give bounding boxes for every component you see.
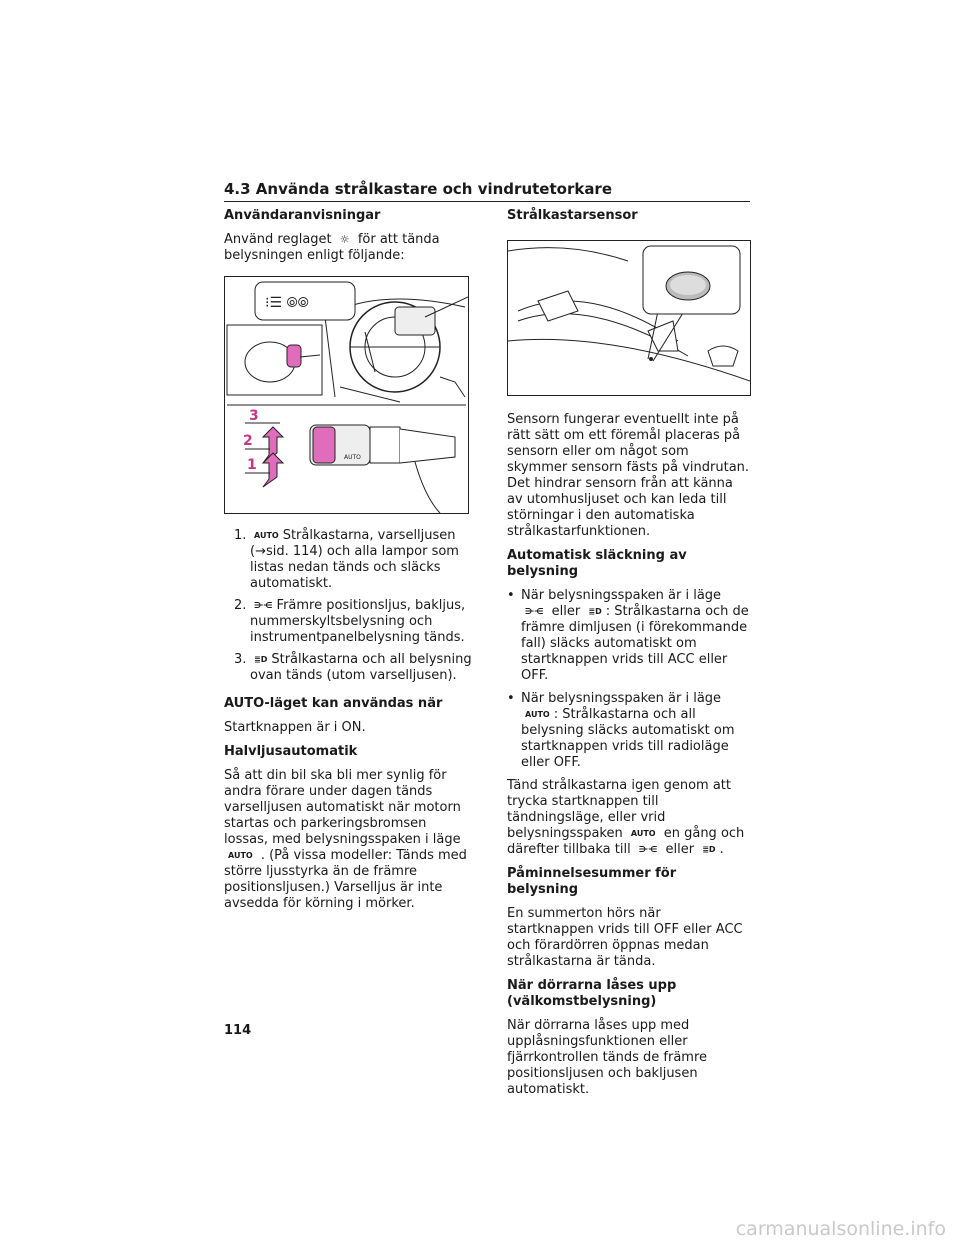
list-item — [507, 588, 751, 684]
welcome-heading: När dörrarna låses upp (välkomstbelysning) — [507, 978, 677, 1009]
item-number: 2. — [234, 598, 247, 613]
sensor-figure — [507, 240, 751, 396]
item-text: Strålkastarna, varselljusen (→sid. 114) och alla lampor som listas nedan tänds och släcks automatiskt. — [250, 528, 459, 591]
label-1: 1 — [247, 457, 257, 473]
auto-mode-heading: AUTO-läget kan användas när — [224, 696, 443, 711]
list-item — [507, 691, 751, 771]
welcome-text: När dörrarna låses upp med upplåsningsfunktionen eller fjärrkontrollen tänds de främre positionsljusen och bakljusen automatiskt. — [507, 1018, 708, 1097]
sensor-text: Sensorn fungerar eventuellt inte på rätt sätt om ett föremål placeras på sensorn eller om något som skymmer sensorn fästs på vindrutan. Det hindrar sensorn från att känna av utomhusljuset och kan leda till störningar i den automatiska strålkastarfunktionen. — [507, 412, 750, 539]
position-light-icon: ⋺⋲ — [525, 606, 544, 616]
bullet1-text-a: När belysningsspaken är i läge — [521, 588, 722, 603]
bullet2-text-b: : Strålkastarna och all belysning släcks automatiskt om startknappen vrids till radioläge eller OFF. — [521, 707, 735, 770]
reminder-heading: Påminnelsesummer för belysning — [507, 866, 677, 897]
auto-icon: AUTO — [228, 850, 253, 860]
intro-text-a: Använd reglaget — [224, 232, 332, 247]
relight-text-a: Tänd strålkastarna igen genom att trycka startknappen till tändningsläge, eller vrid belysningsspaken — [507, 778, 731, 841]
reminder-text: En summerton hörs när startknappen vrids till OFF eller ACC och förardörren öppnas medan strålkastarna är tända. — [507, 906, 743, 969]
intro-paragraph — [224, 232, 474, 264]
relight-text-c: eller — [665, 842, 695, 857]
auto-mode-text: Startknappen är i ON. — [224, 720, 366, 735]
lever-illustration — [225, 277, 468, 513]
switch-auto-label: AUTO — [344, 454, 361, 461]
bullet1-mid: eller — [551, 604, 581, 619]
relight-text-d: . — [719, 842, 724, 857]
svg-text:⁝☰ ⦾⦾: ⁝☰ ⦾⦾ — [265, 295, 309, 311]
relight-paragraph — [507, 778, 751, 858]
item-text: Strålkastarna och all belysning ovan tänds (utom varselljusen). — [250, 652, 472, 683]
section-title: 4.3 Använda strålkastare och vindrutetorkare — [224, 180, 613, 198]
relight-text-b: en gång och därefter tillbaka till — [507, 826, 745, 857]
position-light-icon: ⋺⋲ — [254, 600, 273, 610]
sensor-illustration — [508, 241, 750, 395]
bullet2-text-a: När belysningsspaken är i läge — [521, 691, 722, 706]
list-item — [234, 528, 474, 592]
bullet: • — [507, 588, 515, 603]
list-item — [234, 598, 474, 646]
headlight-icon: ≣D — [702, 844, 716, 854]
mode-list — [224, 528, 474, 684]
bullet: • — [507, 691, 515, 706]
label-2: 2 — [243, 433, 253, 449]
headlight-icon: ≣D — [254, 654, 268, 664]
item-number: 3. — [234, 652, 247, 667]
auto-icon: AUTO — [254, 530, 279, 540]
half-light-heading: Halvljusautomatik — [224, 744, 358, 759]
instructions-heading: Användaranvisningar — [224, 208, 381, 223]
section-header — [224, 179, 750, 202]
half-light-paragraph — [224, 768, 474, 912]
half-text-b: . (På vissa modeller: Tänds med större ljusstyrka än de främre positionsljusen.) Varselljus är inte avsedda för körning i mörker. — [224, 848, 467, 911]
sensor-heading: Strålkastarsensor — [507, 208, 638, 223]
right-column — [507, 208, 751, 1106]
headlight-icon: ≣D — [588, 606, 602, 616]
auto-off-heading: Automatisk släckning av belysning — [507, 548, 687, 579]
half-text-a: Så att din bil ska bli mer synlig för andra förare under dagen tänds varselljusen automatiskt när motorn startas och parkeringsbromsen lossas, med belysningsspaken i läge — [224, 768, 461, 847]
lever-figure — [224, 276, 469, 514]
page-number: 114 — [224, 1023, 252, 1038]
item-text: Främre positionsljus, bakljus, nummerskyltsbelysning och instrumentpanelbelysning tänds. — [250, 598, 466, 645]
list-item — [234, 652, 474, 684]
watermark: carmanualsonline.info — [735, 1218, 946, 1240]
bullet1-text-b: : Strålkastarna och de främre dimljusen (i förekommande fall) släcks automatiskt om startknappen vrids till ACC eller OFF. — [521, 604, 749, 683]
auto-icon: AUTO — [630, 828, 656, 838]
auto-icon: AUTO — [525, 709, 550, 719]
light-switch-icon: ☼ — [339, 233, 350, 246]
item-number: 1. — [234, 528, 247, 543]
label-3: 3 — [249, 408, 259, 424]
position-light-icon: ⋺⋲ — [638, 844, 658, 854]
left-column — [224, 208, 474, 920]
intro-text-b: för att tända belysningen enligt följande: — [224, 232, 440, 263]
